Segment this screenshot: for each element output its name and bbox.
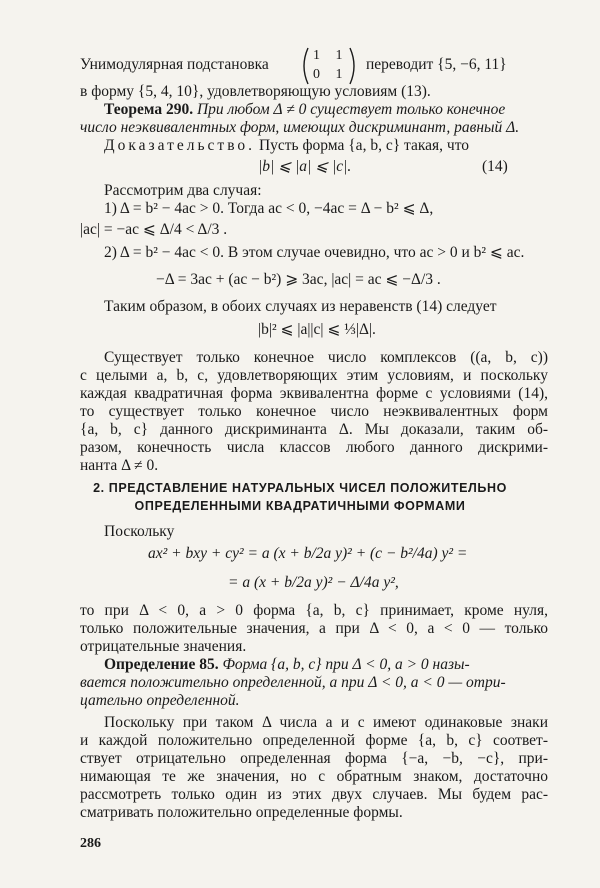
equation-number-14: (14) (482, 158, 508, 175)
theorem-line (104, 101, 505, 119)
paragraph-line: отрицательные значения. (80, 638, 247, 655)
paragraph-line: разом, конечность числа классов любого данного дискрими- (80, 439, 548, 456)
text-line: Рассмотрим два случая: (104, 182, 262, 199)
bound-equation: |b|² ⩽ |a||c| ⩽ ⅓|Δ|. (258, 321, 376, 338)
case-2-line: 2) Δ = b² − 4ac < 0. В этом случае очевидно, что ac > 0 и b² ⩽ ac. (104, 244, 525, 261)
text-line: Поскольку (104, 523, 175, 540)
case-1-inequality: |ac| = −ac ⩽ Δ/4 < Δ/3 . (80, 221, 228, 238)
paragraph-line: Поскольку при таком Δ числа a и c имеют одинаковые знаки (104, 714, 548, 731)
substitution-matrix (300, 46, 358, 86)
paragraph-line: {a, b, c} данного дискриминанта Δ. Мы доказали, таким об- (80, 421, 548, 438)
text-line: Таким образом, в обоих случаях из неравенств (14) следует (104, 298, 497, 315)
theorem-text-line: число неэквивалентных форм, имеющих дискриминант, равный Δ. (80, 119, 520, 136)
proof-text: Пусть форма {a, b, c} такая, что (258, 137, 470, 154)
matrix-row-2: 0 1 (313, 67, 349, 82)
paragraph-line: и каждой положительно определенной форме {a, b, c} соответ- (80, 732, 548, 749)
paragraph-line: Существует только конечное число комплексов ((a, b, c)) (104, 349, 548, 366)
equation-14: |b| ⩽ |a| ⩽ |c|. (258, 158, 352, 175)
completed-square-equation-2: = a (x + b/2a y)² − Δ/4a y², (228, 574, 399, 591)
paragraph-line: то при Δ < 0, a > 0 форма {a, b, c} принимает, кроме нуля, (80, 602, 548, 619)
case-1-line: 1) Δ = b² − 4ac > 0. Тогда ac < 0, −4ac = Δ − b² ⩽ Δ, (104, 200, 434, 217)
theorem-label: Теорема 290. (104, 101, 194, 118)
paragraph-line: нимающая те же значения, но с обратным знаком, достаточно (80, 768, 548, 785)
text-line: в форму {5, 4, 10}, удовлетворяющую условиям (13). (80, 83, 431, 100)
paragraph-line: сматривать положительно определенные формы. (80, 804, 403, 821)
paragraph-line: с целыми a, b, c, удовлетворяющих этим условиям, и поскольку (80, 367, 548, 384)
definition-label: Определение 85. (104, 656, 219, 673)
section-heading-line-1: 2. ПРЕДСТАВЛЕНИЕ НАТУРАЛЬНЫХ ЧИСЕЛ ПОЛОЖИТЕЛЬНО (93, 481, 507, 495)
section-heading-line-2: ОПРЕДЕЛЕННЫМИ КВАДРАТИЧНЫМИ ФОРМАМИ (134, 499, 466, 513)
definition-line (104, 656, 470, 674)
paragraph-line: нанта Δ ≠ 0. (80, 457, 159, 474)
definition-text-line: вается положительно определенной, а при Δ < 0, a < 0 — отри- (80, 674, 506, 691)
paragraph-line: только положительные значения, а при Δ < 0, a < 0 — только (80, 620, 548, 637)
proof-label: Доказательство. (104, 137, 256, 154)
text-line: Унимодулярная подстановка (80, 56, 269, 73)
paragraph-line: рассмотреть только один из этих двух случаев. Мы будем рас- (80, 786, 548, 803)
completed-square-equation-1: ax² + bxy + cy² = a (x + b/2a y)² + (c − b²/4a) y² = (148, 545, 468, 562)
text-line: переводит {5, −6, 11} (366, 56, 507, 73)
definition-text: Форма {a, b, c} при Δ < 0, a > 0 назы- (222, 656, 470, 673)
proof-line (104, 137, 469, 155)
matrix-row-1: 1 1 (313, 48, 349, 63)
definition-text-line: цательно определенной. (80, 692, 240, 709)
paragraph-line: ствует отрицательно определенная форма {−a, −b, −c}, при- (80, 750, 548, 767)
theorem-text: При любом Δ ≠ 0 существует только конечное (196, 101, 506, 118)
page-number: 286 (80, 836, 101, 851)
case-2-equation: −Δ = 3ac + (ac − b²) ⩾ 3ac, |ac| = ac ⩽ −Δ/3 . (156, 271, 441, 288)
paragraph-line: то существует только конечное число неэквивалентных форм (80, 403, 548, 420)
paragraph-line: каждая квадратичная форма эквивалентна форме с условиями (14), (80, 385, 548, 402)
